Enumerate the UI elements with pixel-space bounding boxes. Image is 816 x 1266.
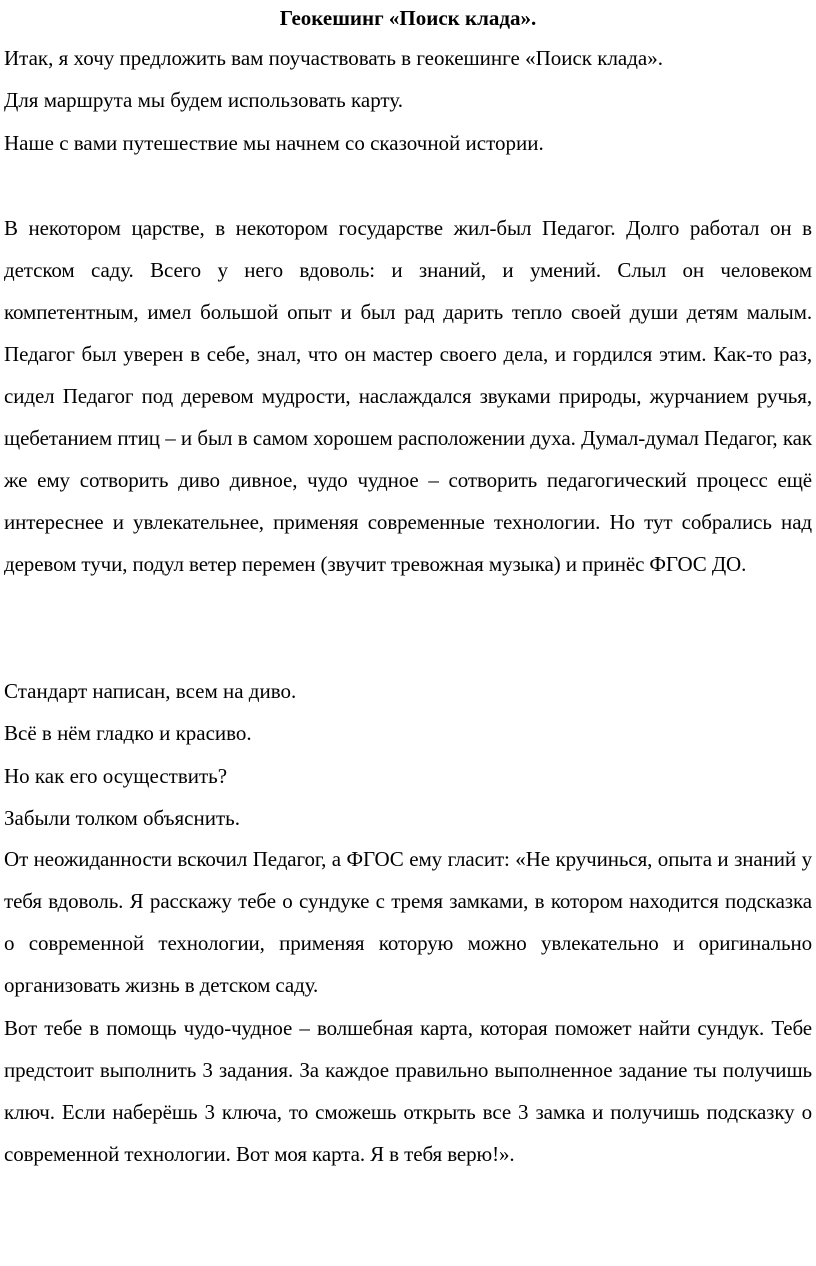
poem-line-3: Но как его осуществить? [4,764,228,788]
poem-line-4: Забыли толком объяснить. [4,806,240,830]
poem-line-2: Всё в нём гладко и красиво. [4,721,252,745]
poem-line-1: Стандарт написан, всем на диво. [4,679,297,703]
intro-line-1: Итак, я хочу предложить вам поучаствовать в геокешинге «Поиск клада». [4,46,663,70]
map-paragraph: Вот тебе в помощь чудо-чудное – волшебная карта, которая поможет найти сундук. Тебе предстоит выполнить 3 задания. За каждое правильно выполненное задание ты получишь ключ. Если наберёшь 3 ключа, то сможешь открыть все 3 замка и получишь подсказку о современной технологии. Вот моя карта. Я в тебя верю!». [4,1016,812,1166]
page-title: Геокешинг «Поиск клада». [279,6,537,30]
intro-line-3: Наше с вами путешествие мы начнем со сказочной истории. [4,131,544,155]
fgos-paragraph: От неожиданности вскочил Педагог, а ФГОС ему гласит: «Не кручинься, опыта и знаний у тебя вдоволь. Я расскажу тебе о сундуке с тремя замками, в котором находится подсказка о современной технологии, применяя которую можно увлекательно и оригинально организовать жизнь в детском саду. [4,847,812,997]
story-paragraph: В некотором царстве, в некотором государстве жил-был Педагог. Долго работал он в детском саду. Всего у него вдоволь: и знаний, и умений. Слыл он человеком компетентным, имел большой опыт и был рад дарить тепло своей души детям малым. Педагог был уверен в себе, знал, что он мастер своего дела, и гордился этим. Как-то раз, сидел Педагог под деревом мудрости, наслаждался звуками природы, журчанием ручья, щебетанием птиц – и был в самом хорошем расположении духа. Думал-думал Педагог, как же ему сотворить диво дивное, чудо чудное – сотворить педагогический процесс ещё интереснее и увлекательнее, применяя современные технологии. Но тут собрались над деревом тучи, подул ветер перемен (звучит тревожная музыка) и принёс ФГОС ДО. [4,216,812,576]
intro-line-2: Для маршрута мы будем использовать карту. [4,88,403,112]
